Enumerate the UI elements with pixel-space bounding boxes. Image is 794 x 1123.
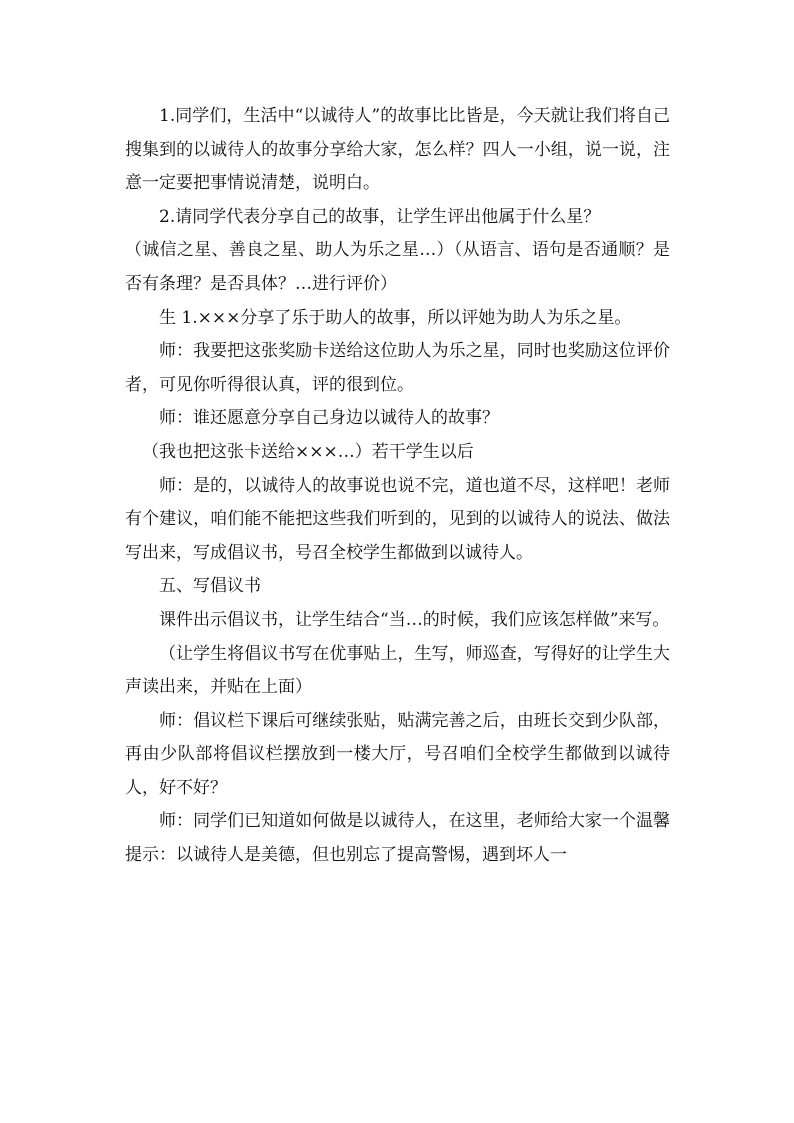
document-page	[125, 100, 670, 873]
paragraph-7: （我也把这张卡送给×××…）若干学生以后	[142, 441, 474, 462]
paragraph-3: （诚信之星、善良之星、助人为乐之星…）（从语言、语句是否通顺？是否有条理？是否具体？…进行评价）	[125, 240, 670, 294]
paragraph-10: 课件出示倡议书，让学生结合“当…的时候，我们应该怎样做”来写。	[159, 609, 670, 630]
paragraph-6: 师：谁还愿意分享自己身边以诚待人的故事？	[159, 408, 499, 429]
section-heading-5: 五、写倡议书	[159, 576, 261, 597]
paragraph-4: 生 1.×××分享了乐于助人的故事，所以评她为助人为乐之星。	[159, 307, 632, 328]
paragraph-8: 师：是的，以诚待人的故事说也说不完，道也道不尽，这样吧！老师有个建议，咱们能不能把这些我们听到的，见到的以诚待人的说法、做法写出来，写成倡议书，号召全校学生都做到以诚待人。	[125, 475, 670, 563]
paragraph-13: 师：同学们已知道如何做是以诚待人，在这里，老师给大家一个温馨提示：以诚待人是美德，但也别忘了提高警惕，遇到坏人一	[125, 811, 670, 866]
paragraph-12: 师：倡议栏下课后可继续张贴，贴满完善之后，由班长交到少队部，再由少队部将倡议栏摆放到一楼大厅，号召咱们全校学生都做到以诚待人，好不好？	[125, 710, 670, 798]
paragraph-1: 1.同学们，生活中“以诚待人”的故事比比皆是，今天就让我们将自己搜集到的以诚待人的故事分享给大家，怎么样？四人一小组，说一说，注意一定要把事情说清楚，说明白。	[125, 106, 670, 194]
paragraph-5: 师：我要把这张奖励卡送给这位助人为乐之星，同时也奖励这位评价者，可见你听得很认真，评的很到位。	[125, 341, 670, 395]
paragraph-11: （让学生将倡议书写在优事贴上，生写，师巡查，写得好的让学生大声读出来，并贴在上面）	[125, 643, 670, 698]
paragraph-2: 2.请同学代表分享自己的故事，让学生评出他属于什么星？	[159, 206, 601, 227]
